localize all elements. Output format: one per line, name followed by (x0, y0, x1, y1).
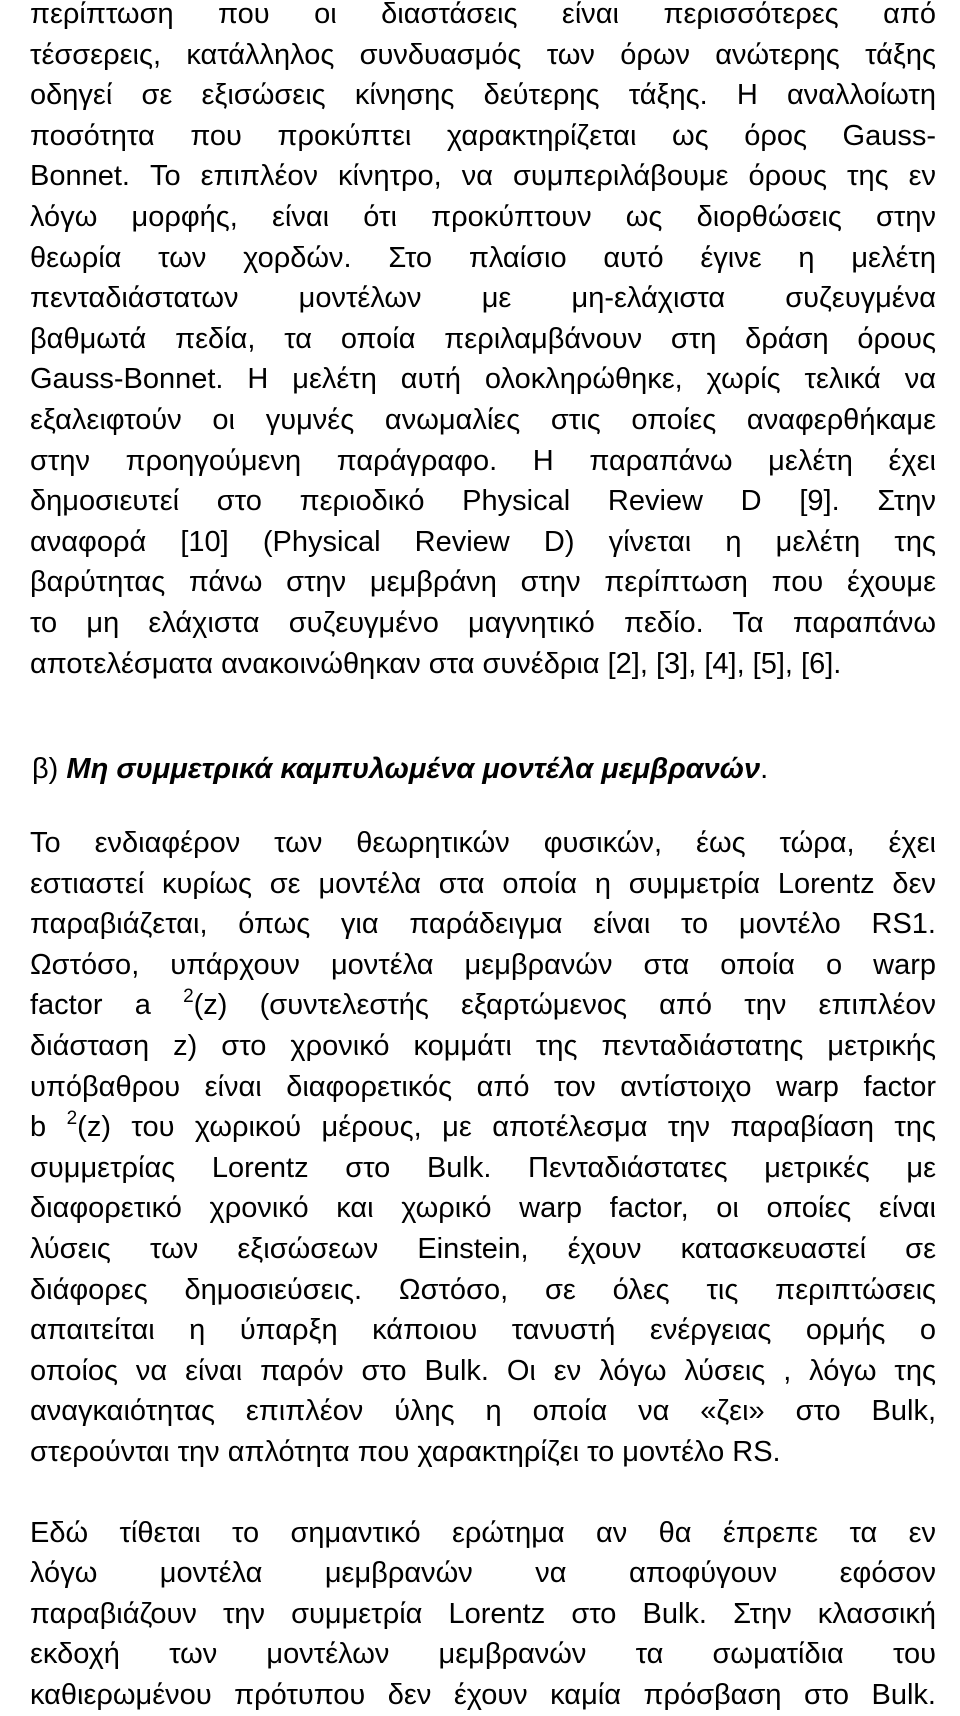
text-line: τέσσερεις, κατάλληλος συνδυασμός των όρων ανώτερης τάξης (30, 38, 936, 71)
text-fragment: factor a (30, 989, 151, 1022)
text-line: απαιτείται η ύπαρξη κάποιου τανυστή ενέργειας ορμής ο (30, 1314, 936, 1347)
text-line: καθιερωμένου πρότυπου δεν έχουν καμία πρόσβαση στο Bulk. (30, 1678, 936, 1711)
text-line: λύσεις των εξισώσεων Einstein, έχουν κατασκευαστεί σε (30, 1233, 936, 1266)
text-line-warp-factor-a (30, 985, 936, 1026)
superscript: 2 (66, 1108, 78, 1130)
text-line: Εδώ τίθεται το σημαντικό ερώτημα αν θα έπρεπε τα εν (30, 1516, 936, 1549)
text-line: παραβιάζεται, όπως για παράδειγμα είναι το μοντέλο RS1. (30, 908, 936, 941)
text-line: αναφορά [10] (Physical Review D) γίνεται η μελέτη της (30, 525, 936, 558)
text-line: εκδοχή των μοντέλων μεμβρανών τα σωματίδια του (30, 1638, 936, 1671)
text-line: εστιαστεί κυρίως σε μοντέλα στα οποία η συμμετρία Lorentz δεν (30, 867, 936, 900)
section-heading-title: Μη συμμετρικά καμπυλωμένα μοντέλα μεμβρανών (66, 753, 761, 786)
text-line: Ωστόσο, υπάρχουν μοντέλα μεμβρανών στα οποία ο warp (30, 948, 936, 981)
text-line: παραβιάζουν την συμμετρία Lorentz στο Bulk. Στην κλασσική (30, 1597, 936, 1630)
section-heading-period: . (760, 753, 769, 786)
text-line: υπόβαθρου είναι διαφορετικός από τον αντίστοιχο warp factor (30, 1070, 936, 1103)
text-line-warp-factor-b (30, 1107, 936, 1148)
text-line: στερούνται την απλότητα που χαρακτηρίζει το μοντέλο RS. (30, 1436, 781, 1468)
text-line: Bonnet. Το επιπλέον κίνητρο, να συμπεριλάβουμε όρους της εν (30, 160, 936, 193)
text-fragment: b (30, 1111, 47, 1144)
text-line: διάσταση z) στο χρονικό κομμάτι της πενταδιάστατης μετρικής (30, 1030, 936, 1063)
text-line: οδηγεί σε εξισώσεις κίνησης δεύτερης τάξης. Η αναλλοίωτη (30, 79, 936, 112)
text-line: διαφορετικό χρονικό και χωρικό warp factor, οι οποίες είναι (30, 1192, 936, 1225)
paragraph-string-theory-corrections (30, 0, 936, 684)
text-line: διάφορες δημοσιεύσεις. Ωστόσο, σε όλες τις περιπτώσεις (30, 1273, 936, 1306)
text-line: στην προηγούμενη παράγραφο. Η παραπάνω μελέτη έχει (30, 444, 936, 477)
text-line: εξαλειφτούν οι γυμνές ανωμαλίες στις οποίες αναφερθήκαμε (30, 403, 936, 436)
section-heading-label: β) (32, 753, 59, 786)
text-fragment: (z) του χωρικού μέρους, με αποτέλεσμα την παραβίαση της (77, 1111, 936, 1144)
text-fragment: (z) (συντελεστής εξαρτώμενος από την επιπλέον (193, 989, 936, 1022)
paragraph-key-question (30, 1513, 936, 1716)
text-line: ποσότητα που προκύπτει χαρακτηρίζεται ως όρος Gauss- (30, 119, 936, 152)
text-line: πενταδιάστατων μοντέλων με μη-ελάχιστα συζευγμένα (30, 282, 936, 315)
paragraph-lorentz-violation (30, 823, 936, 1473)
text-line: οποίος να είναι παρόν στο Bulk. Οι εν λόγω λύσεις , λόγω της (30, 1354, 936, 1387)
text-line: Το ενδιαφέρον των θεωρητικών φυσικών, έως τώρα, έχει (30, 827, 936, 860)
text-line: δημοσιευτεί στο περιοδικό Physical Review D [9]. Στην (30, 485, 936, 518)
text-line: αποτελέσματα ανακοινώθηκαν στα συνέδρια [2], [3], [4], [5], [6]. (30, 647, 842, 680)
text-line: θεωρία των χορδών. Στο πλαίσιο αυτό έγινε η μελέτη (30, 241, 936, 274)
text-line: αναγκαιότητας επιπλέον ύλης η οποία να «ζει» στο Bulk, (30, 1395, 936, 1428)
superscript: 2 (183, 986, 194, 1008)
section-heading (30, 749, 936, 789)
text-line: λόγω μοντέλα μεμβρανών να αποφύγουν εφόσον (30, 1557, 936, 1590)
text-line: Gauss-Bonnet. Η μελέτη αυτή ολοκληρώθηκε, χωρίς τελικά να (30, 363, 936, 396)
text-line: περίπτωση που οι διαστάσεις είναι περισσότερες από (30, 0, 936, 30)
text-line: βαθμωτά πεδία, τα οποία περιλαμβάνουν στη δράση όρους (30, 322, 936, 355)
text-line: συμμετρίας Lorentz στο Bulk. Πενταδιάστατες μετρικές με (30, 1151, 936, 1184)
text-line: λόγω μορφής, είναι ότι προκύπτουν ως διορθώσεις στην (30, 200, 936, 233)
text-line: το μη ελάχιστα συζευγμένο μαγνητικό πεδίο. Τα παραπάνω (30, 606, 936, 639)
text-line: βαρύτητας πάνω στην μεμβράνη στην περίπτωση που έχουμε (30, 566, 936, 599)
